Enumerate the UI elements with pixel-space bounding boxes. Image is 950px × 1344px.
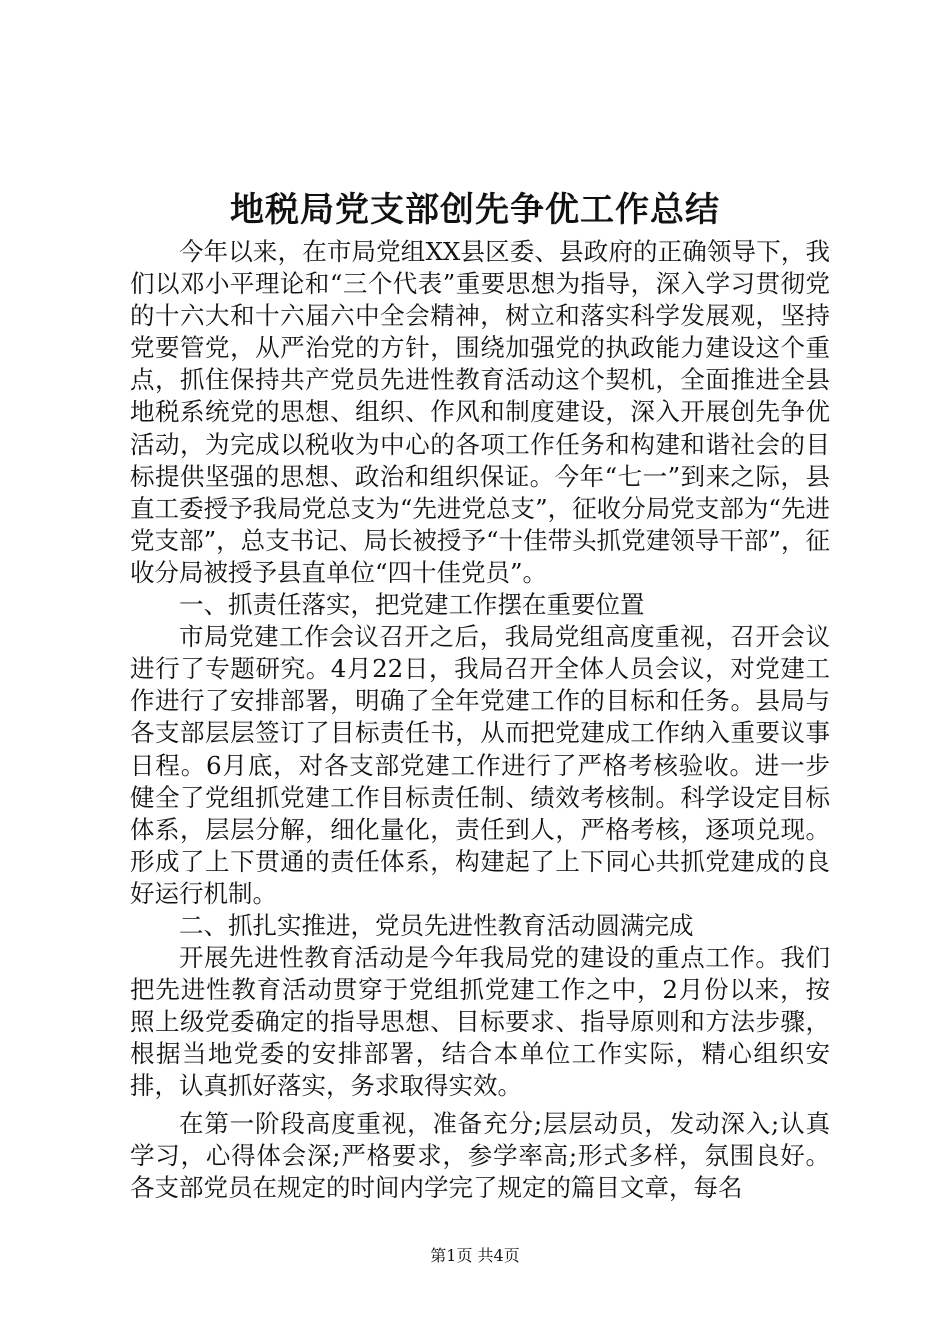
section-heading-2: 二、抓扎实推进，党员先进性教育活动圆满完成 — [179, 910, 694, 940]
paragraph-section-2: 开展先进性教育活动是今年我局党的建设的重点工作。我们把先进性教育活动贯穿于党组抓党建工作之中，2月份以来，按照上级党委确定的指导思想、目标要求、指导原则和方法步骤，根据当地党委的安排部署，结合本单位工作实际，精心组织安排，认真抓好落实，务求取得实效。 — [130, 943, 830, 1101]
section-heading-1: 一、抓责任落实，把党建工作摆在重要位置 — [179, 590, 645, 620]
paragraph-intro: 今年以来，在市局党组XX县区委、县政府的正确领导下，我们以邓小平理论和“三个代表”重要思想为指导，深入学习贯彻党的十六大和十六届六中全会精神，树立和落实科学发展观，坚持党要管党，从严治党的方针，围绕加强党的执政能力建设这个重点，抓住保持共产党员先进性教育活动这个契机，全面推进全县地税系统党的思想、组织、作风和制度建设，深入开展创先争优活动，为完成以税收为中心的各项工作任务和构建和谐社会的目标提供坚强的思想、政治和组织保证。今年“七一”到来之际，县直工委授予我局党总支为“先进党总支”，征收分局党支部为“先进党支部”，总支书记、局长被授予“十佳带头抓党建领导干部”，征收分局被授予县直单位“四十佳党员”。 — [130, 237, 830, 587]
page-number-footer: 第1页 共4页 — [430, 1246, 520, 1265]
document-title: 地税局党支部创先争优工作总结 — [230, 190, 720, 230]
paragraph-section-1: 市局党建工作会议召开之后，我局党组高度重视，召开会议进行了专题研究。4月22日，我局召开全体人员会议，对党建工作进行了安排部署，明确了全年党建工作的目标和任务。县局与各支部层层签订了目标责任书，从而把党建成工作纳入重要议事日程。6月底，对各支部党建工作进行了严格考核验收。进一步健全了党组抓党建工作目标责任制、绩效考核制。科学设定目标体系，层层分解，细化量化，责任到人，严格考核，逐项兑现。形成了上下贯通的责任体系，构建起了上下同心共抓党建成的良好运行机制。 — [130, 622, 830, 908]
paragraph-stage-1: 在第一阶段高度重视，准备充分;层层动员，发动深入;认真学习，心得体会深;严格要求，参学率高;形式多样，氛围良好。各支部党员在规定的时间内学完了规定的篇目文章，每名 — [130, 1108, 830, 1202]
document-body — [130, 236, 830, 1204]
